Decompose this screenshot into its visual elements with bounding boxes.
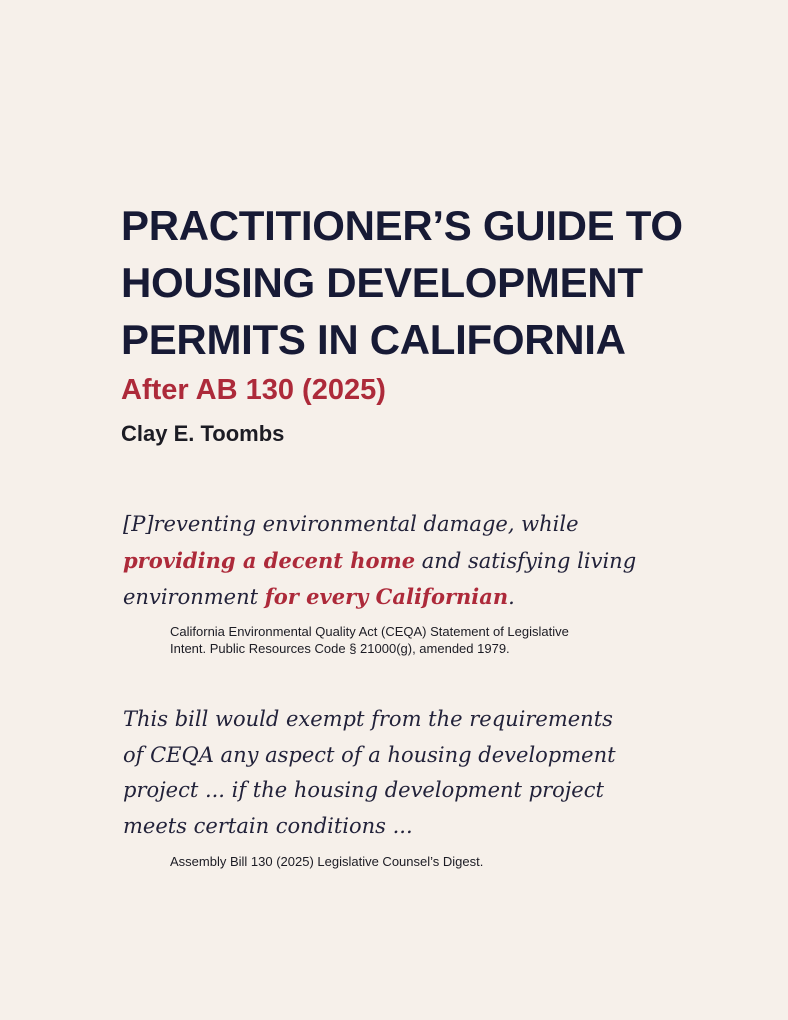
ab130-citation: Assembly Bill 130 (2025) Legislative Counsel’s Digest. — [170, 854, 484, 869]
citation-line: California Environmental Quality Act (CEQA) Statement of Legislative — [170, 624, 569, 639]
ceqa-citation — [170, 623, 569, 657]
title-line: HOUSING DEVELOPMENT — [121, 259, 643, 306]
ab130-quote — [123, 702, 616, 844]
quote-emphasis: for every Californian — [264, 584, 509, 609]
author-name: Clay E. Toombs — [121, 421, 285, 446]
quote-text: . — [508, 585, 515, 609]
quote-line — [123, 579, 636, 616]
book-subtitle: After AB 130 (2025) — [121, 374, 386, 406]
quote-line: meets certain conditions ... — [123, 813, 413, 838]
quote-line — [123, 543, 636, 580]
quote-line: This bill would exempt from the requirements — [123, 707, 613, 731]
quote-line: of CEQA any aspect of a housing development — [123, 742, 616, 767]
quote-line: project ... if the housing development project — [123, 778, 604, 802]
quote-emphasis: providing a decent home — [123, 547, 416, 573]
quote-text: environment — [123, 585, 265, 609]
citation-line: Intent. Public Resources Code § 21000(g), amended 1979. — [170, 641, 510, 656]
quote-text: and satisfying living — [415, 548, 637, 573]
quote-line: [P]reventing environmental damage, while — [123, 512, 579, 536]
ceqa-quote — [123, 507, 636, 616]
book-title — [121, 197, 761, 368]
title-line: PERMITS IN CALIFORNIA — [121, 316, 626, 363]
title-line: PRACTITIONER’S GUIDE TO — [121, 202, 683, 249]
